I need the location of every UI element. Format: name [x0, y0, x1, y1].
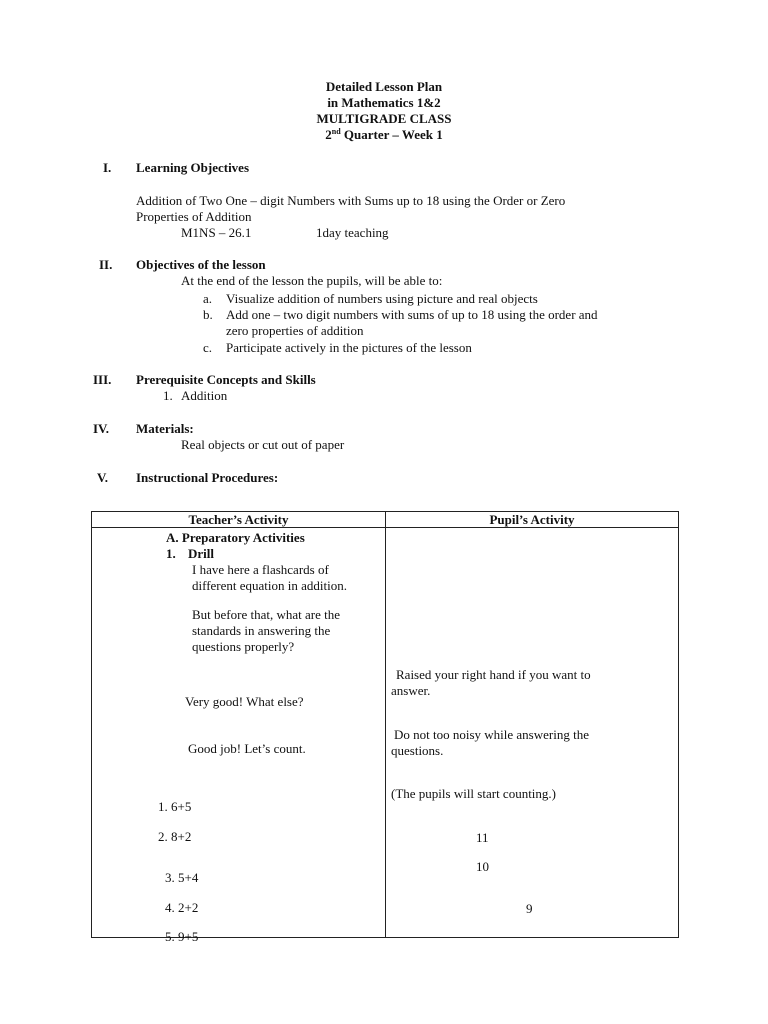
section-heading-objectives: Objectives of the lesson	[136, 257, 266, 272]
objective-item: Visualize addition of numbers using picture and real objects	[226, 291, 538, 306]
equation-item: 4. 2+2	[165, 900, 199, 915]
list-marker: b.	[203, 307, 213, 322]
section-numeral: II.	[99, 257, 113, 272]
pupil-line: Raised your right hand if you want to	[396, 667, 591, 682]
quarter-suffix: nd	[331, 127, 341, 136]
teacher-line: But before that, what are the	[192, 607, 340, 622]
pupil-activity-cell	[386, 528, 679, 938]
answer-item: 10	[476, 859, 489, 874]
drill-heading: Drill	[188, 546, 214, 561]
section-numeral: I.	[103, 160, 112, 175]
teacher-line: standards in answering the	[192, 623, 331, 638]
list-marker: c.	[203, 340, 213, 355]
teacher-line: Good job! Let’s count.	[188, 741, 306, 756]
section-numeral: V.	[97, 470, 108, 485]
objective-item: Add one – two digit numbers with sums of up to 18 using the order and	[226, 307, 598, 322]
preparatory-heading: A. Preparatory Activities	[166, 530, 305, 545]
equation-item: 3. 5+4	[165, 870, 199, 885]
objective-text: Addition of Two One – digit Numbers with Sums up to 18 using the Order or Zero	[136, 193, 566, 208]
table-row	[92, 528, 679, 938]
section-numeral: III.	[93, 372, 112, 387]
list-marker: a.	[203, 291, 213, 306]
prerequisite-item: Addition	[181, 388, 228, 403]
table-header-row	[92, 512, 679, 528]
doc-quarter	[0, 127, 768, 143]
teacher-activity-header: Teacher’s Activity	[92, 512, 386, 528]
materials-text: Real objects or cut out of paper	[181, 437, 345, 452]
doc-class: MULTIGRADE CLASS	[316, 111, 452, 126]
teacher-line: questions properly?	[192, 639, 295, 654]
pupil-line: questions.	[391, 743, 444, 758]
objective-text-cont: Properties of Addition	[136, 209, 252, 224]
activity-table	[91, 511, 679, 944]
doc-title: Detailed Lesson Plan	[325, 79, 443, 94]
equation-item: 2. 8+2	[158, 829, 192, 844]
equation-item: 5. 9+5	[165, 929, 199, 944]
pupil-line: Do not too noisy while answering the	[394, 727, 589, 742]
answer-item: 11	[476, 830, 489, 845]
pupil-activity-header: Pupil’s Activity	[386, 512, 679, 528]
pupil-line: answer.	[391, 683, 431, 698]
equation-item: 1. 6+5	[158, 799, 192, 814]
competency-code: M1NS – 26.1	[181, 225, 252, 240]
answer-item: 9	[526, 901, 533, 916]
quarter-number: 2	[325, 127, 332, 142]
duration: 1day teaching	[316, 225, 389, 240]
objectives-intro: At the end of the lesson the pupils, will be able to:	[181, 273, 443, 288]
list-marker: 1.	[163, 388, 173, 403]
drill-number: 1.	[166, 546, 176, 561]
quarter-week: Quarter – Week 1	[340, 127, 443, 142]
section-heading-prerequisites: Prerequisite Concepts and Skills	[136, 372, 316, 387]
doc-subject: in Mathematics 1&2	[327, 95, 441, 110]
objective-item-cont: zero properties of addition	[226, 323, 364, 338]
section-heading-procedures: Instructional Procedures:	[136, 470, 279, 485]
objective-item: Participate actively in the pictures of the lesson	[226, 340, 472, 355]
pupil-line: (The pupils will start counting.)	[391, 786, 557, 801]
section-heading-materials: Materials:	[136, 421, 194, 436]
section-numeral: IV.	[93, 421, 110, 436]
teacher-line: Very good! What else?	[185, 694, 304, 709]
teacher-line: I have here a flashcards of	[192, 562, 329, 577]
teacher-activity-cell	[92, 528, 386, 944]
teacher-line: different equation in addition.	[192, 578, 347, 593]
section-heading-learning-objectives: Learning Objectives	[136, 160, 250, 175]
